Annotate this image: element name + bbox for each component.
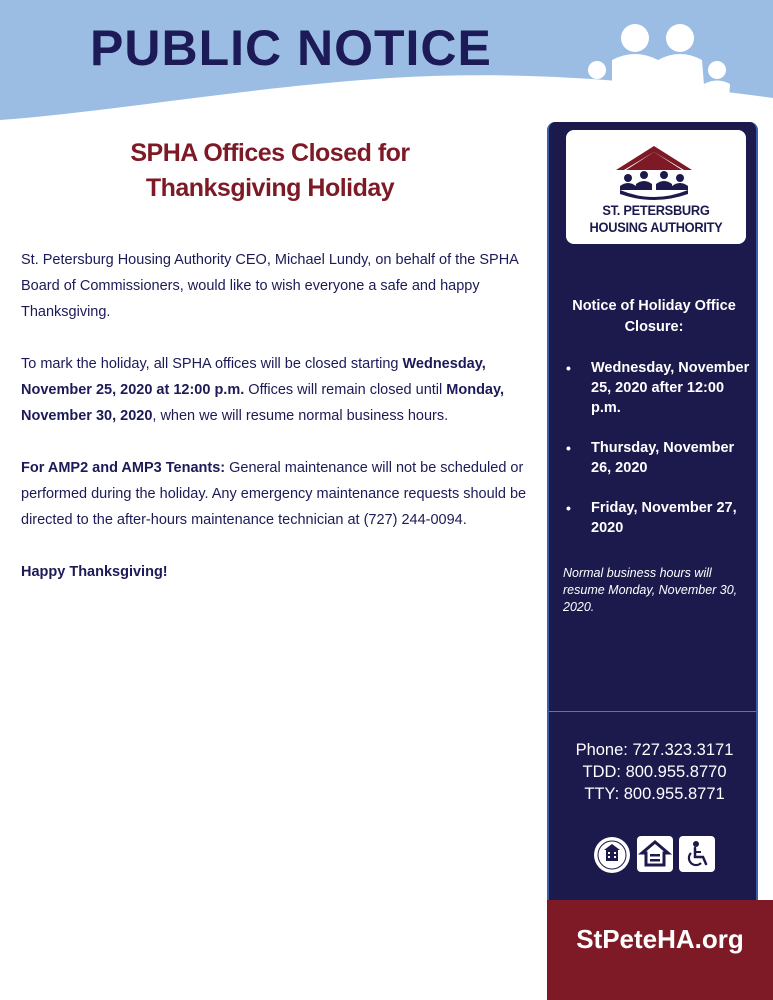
headline-line-2: Thanksgiving Holiday	[145, 174, 395, 202]
family-icon	[578, 14, 738, 132]
notice-body	[21, 247, 541, 611]
divider	[549, 711, 756, 712]
phone-number[interactable]: Phone: 727.323.3171	[575, 741, 734, 759]
logo-line-1: ST. PETERSBURG	[602, 203, 710, 218]
page-title: PUBLIC NOTICE	[90, 20, 492, 76]
closure-day: Wednesday, November 25, 2020 after 12:00 p.m.	[591, 360, 750, 416]
logo-line-2: HOUSING AUTHORITY	[589, 220, 723, 235]
equal-housing-icon	[637, 836, 673, 872]
website-bar	[547, 900, 773, 1000]
housing-logo-icon	[614, 144, 694, 200]
logo-wordmark	[571, 202, 742, 236]
reopen-date: Monday, November 30, 2020	[21, 382, 505, 424]
happy-thanksgiving: Happy Thanksgiving!	[21, 564, 168, 580]
hud-seal-icon	[593, 836, 631, 874]
closure-text-a: To mark the holiday, all SPHA offices will be closed starting	[21, 356, 403, 372]
list-item	[549, 358, 754, 418]
paragraph-maintenance	[21, 455, 541, 533]
closure-text-c: Offices will remain closed until	[244, 382, 447, 398]
bullet: •	[566, 440, 571, 456]
bullet: •	[566, 500, 571, 516]
paragraph-closure	[21, 351, 541, 429]
maintenance-text: General maintenance will not be scheduled or performed during the holiday. Any emergency maintenance requests should be directed to the after-hours maintenance technician at (727) 244-0094.	[21, 460, 527, 528]
list-item	[549, 438, 754, 478]
headline-line-1: SPHA Offices Closed for	[130, 139, 410, 167]
tdd-number[interactable]: TDD: 800.955.8770	[582, 763, 727, 781]
closing-line	[21, 559, 541, 585]
spha-logo	[566, 130, 746, 244]
resume-note: Normal business hours will resume Monday, November 30, 2020.	[563, 566, 738, 614]
website-link[interactable]: StPeteHA.org	[576, 924, 744, 954]
contact-info	[549, 739, 760, 805]
closure-start-date: Wednesday, November 25, 2020 at 12:00 p.m.	[21, 356, 486, 398]
paragraph-greeting: St. Petersburg Housing Authority CEO, Michael Lundy, on behalf of the SPHA Board of Commissioners, would like to wish everyone a safe and happy Thanksgiving.	[21, 252, 519, 320]
closure-day: Thursday, November 26, 2020	[591, 440, 735, 476]
top-banner	[0, 0, 773, 130]
closure-list	[549, 358, 754, 558]
bullet: •	[566, 360, 571, 376]
list-item	[549, 498, 754, 538]
tty-number[interactable]: TTY: 800.955.8771	[584, 785, 725, 803]
closure-day: Friday, November 27, 2020	[591, 500, 737, 536]
wheelchair-icon	[679, 836, 715, 872]
closure-text-e: , when we will resume normal business hours.	[152, 408, 449, 424]
closure-heading: Notice of Holiday Office Closure:	[572, 298, 736, 335]
headline	[60, 136, 480, 206]
sidebar	[547, 122, 758, 900]
tenants-lead: For AMP2 and AMP3 Tenants:	[21, 460, 226, 476]
agency-icons	[593, 836, 723, 876]
